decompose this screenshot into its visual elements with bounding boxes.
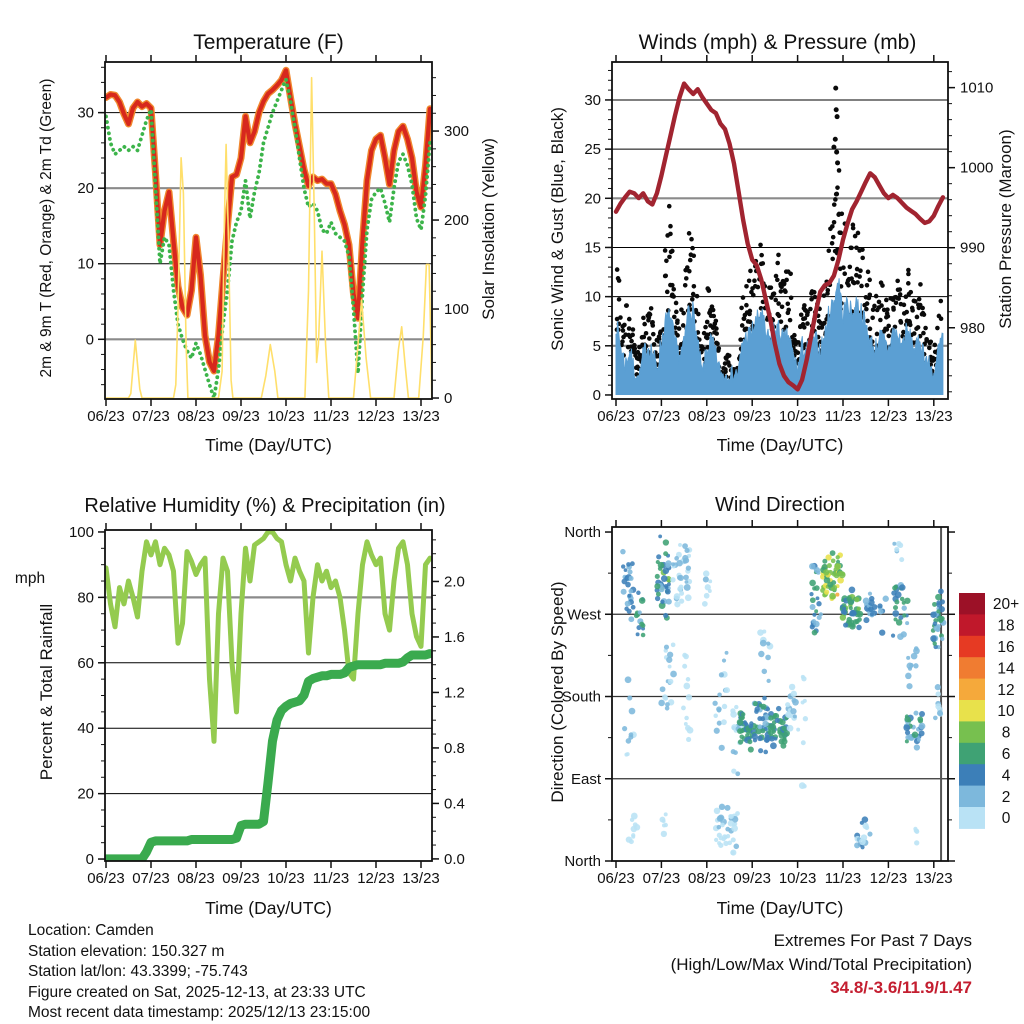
svg-text:08/23: 08/23 [688, 408, 726, 425]
svg-text:09/23: 09/23 [733, 408, 771, 425]
station-elevation: Station elevation: 150.327 m [28, 942, 225, 960]
svg-text:990: 990 [960, 239, 986, 257]
svg-text:1.6: 1.6 [444, 628, 465, 646]
svg-text:0: 0 [444, 390, 453, 408]
svg-text:11/23: 11/23 [824, 870, 862, 887]
svg-text:1010: 1010 [960, 79, 994, 97]
svg-text:09/23: 09/23 [733, 870, 771, 887]
x-axis-label-temperature: Time (Day/UTC) [205, 435, 332, 455]
recent-data-timestamp: Most recent data timestamp: 2025/12/13 23:15:00 [28, 1004, 371, 1022]
svg-text:12/23: 12/23 [869, 870, 908, 887]
svg-text:25: 25 [584, 141, 601, 159]
svg-text:10: 10 [77, 255, 94, 273]
svg-text:200: 200 [444, 212, 470, 230]
svg-text:10/23: 10/23 [267, 408, 305, 425]
svg-text:0: 0 [1001, 810, 1011, 828]
svg-text:6: 6 [1001, 746, 1011, 763]
x-axis-label-humidity: Time (Day/UTC) [205, 898, 332, 918]
svg-text:08/23: 08/23 [688, 870, 726, 887]
svg-text:20+: 20+ [992, 596, 1020, 614]
svg-text:13/23: 13/23 [915, 408, 953, 425]
svg-text:15: 15 [584, 239, 601, 257]
svg-text:2.0: 2.0 [444, 573, 465, 591]
svg-text:100: 100 [68, 523, 94, 541]
y-axis-label-temperature-left: 2m & 9m T (Red, Orange) & 2m Td (Green) [38, 78, 55, 378]
svg-text:West: West [567, 606, 601, 624]
svg-text:North: North [564, 853, 601, 870]
svg-text:South: South [561, 688, 601, 706]
svg-text:0.4: 0.4 [444, 795, 465, 813]
svg-text:980: 980 [960, 319, 986, 337]
svg-text:08/23: 08/23 [177, 408, 215, 425]
svg-text:06/23: 06/23 [597, 408, 635, 425]
extremes-values: 34.8/-3.6/11.9/1.47 [830, 978, 972, 997]
panel-title-wind-direction: Wind Direction [714, 494, 846, 516]
svg-text:08/23: 08/23 [177, 870, 215, 887]
figure-created-timestamp: Figure created on Sat, 2025-12-13, at 23:33 UTC [28, 983, 366, 1001]
svg-text:11/23: 11/23 [824, 408, 862, 425]
svg-text:2: 2 [1001, 788, 1011, 806]
svg-text:20: 20 [77, 180, 94, 198]
y-axis-label-wind-left: Sonic Wind & Gust (Blue, Black) [548, 107, 567, 351]
extremes-block [600, 929, 972, 1000]
svg-text:07/23: 07/23 [132, 870, 170, 887]
x-axis-label-direction: Time (Day/UTC) [716, 898, 844, 918]
svg-text:06/23: 06/23 [87, 408, 125, 425]
svg-text:11/23: 11/23 [312, 870, 350, 887]
svg-text:10/23: 10/23 [778, 408, 817, 425]
extremes-title: Extremes For Past 7 Days [773, 931, 972, 950]
svg-text:16: 16 [997, 639, 1015, 656]
svg-text:12: 12 [997, 681, 1015, 699]
svg-text:10/23: 10/23 [267, 870, 305, 887]
panel-title-humidity-precip: Relative Humidity (%) & Precipitation (in) [84, 495, 446, 517]
y-axis-label-solar-right: Solar Insolation (Yellow) [479, 138, 498, 320]
svg-text:8: 8 [1001, 724, 1011, 742]
station-location: Location: Camden [28, 922, 154, 939]
svg-text:12/23: 12/23 [357, 870, 395, 887]
svg-text:13/23: 13/23 [402, 870, 440, 887]
svg-text:0: 0 [85, 331, 94, 349]
svg-text:40: 40 [77, 720, 94, 738]
station-latlon: Station lat/lon: 43.3399; -75.743 [28, 963, 248, 981]
svg-text:06/23: 06/23 [597, 870, 635, 887]
svg-text:0.8: 0.8 [444, 739, 465, 757]
svg-text:07/23: 07/23 [642, 870, 681, 887]
svg-text:300: 300 [444, 123, 470, 141]
svg-text:0: 0 [85, 851, 94, 869]
y-axis-label-direction-left: Direction (Colored By Speed) [548, 581, 567, 803]
svg-text:20: 20 [77, 785, 94, 803]
panel-title-winds-pressure: Winds (mph) & Pressure (mb) [638, 31, 917, 54]
panel-title-temperature: Temperature (F) [193, 31, 344, 54]
svg-text:13/23: 13/23 [915, 870, 953, 887]
svg-text:10: 10 [584, 288, 601, 306]
extremes-subtitle: (High/Low/Max Wind/Total Precipitation) [670, 954, 972, 974]
svg-text:1.2: 1.2 [444, 684, 465, 702]
svg-text:14: 14 [997, 660, 1015, 678]
svg-text:0.0: 0.0 [444, 850, 465, 868]
svg-text:30: 30 [584, 91, 601, 109]
svg-text:06/23: 06/23 [87, 870, 125, 887]
svg-text:20: 20 [584, 190, 601, 208]
svg-text:East: East [570, 770, 601, 788]
svg-text:10/23: 10/23 [778, 870, 817, 887]
svg-text:18: 18 [997, 617, 1015, 635]
svg-text:30: 30 [77, 104, 94, 122]
svg-text:100: 100 [444, 301, 470, 319]
svg-text:North: North [564, 524, 601, 542]
svg-text:60: 60 [77, 654, 94, 672]
svg-text:5: 5 [592, 337, 601, 355]
svg-text:80: 80 [77, 589, 94, 607]
y-axis-label-pressure-right: Station Pressure (Maroon) [996, 129, 1015, 329]
svg-text:09/23: 09/23 [222, 408, 260, 425]
svg-text:13/23: 13/23 [402, 408, 440, 425]
svg-text:0: 0 [592, 386, 601, 404]
svg-text:07/23: 07/23 [132, 408, 170, 425]
svg-text:07/23: 07/23 [642, 408, 681, 425]
y-axis-label-rainfall-left: Percent & Total Rainfall [37, 603, 56, 781]
svg-text:11/23: 11/23 [312, 408, 350, 425]
svg-text:12/23: 12/23 [869, 408, 908, 425]
x-axis-label-winds: Time (Day/UTC) [716, 435, 844, 455]
station-info-block [28, 921, 370, 1024]
svg-text:1000: 1000 [960, 159, 994, 177]
colorbar-units-label: mph [14, 570, 46, 587]
svg-text:10: 10 [997, 703, 1015, 721]
svg-text:09/23: 09/23 [222, 870, 260, 887]
svg-text:4: 4 [1001, 767, 1011, 785]
svg-text:12/23: 12/23 [357, 408, 395, 425]
